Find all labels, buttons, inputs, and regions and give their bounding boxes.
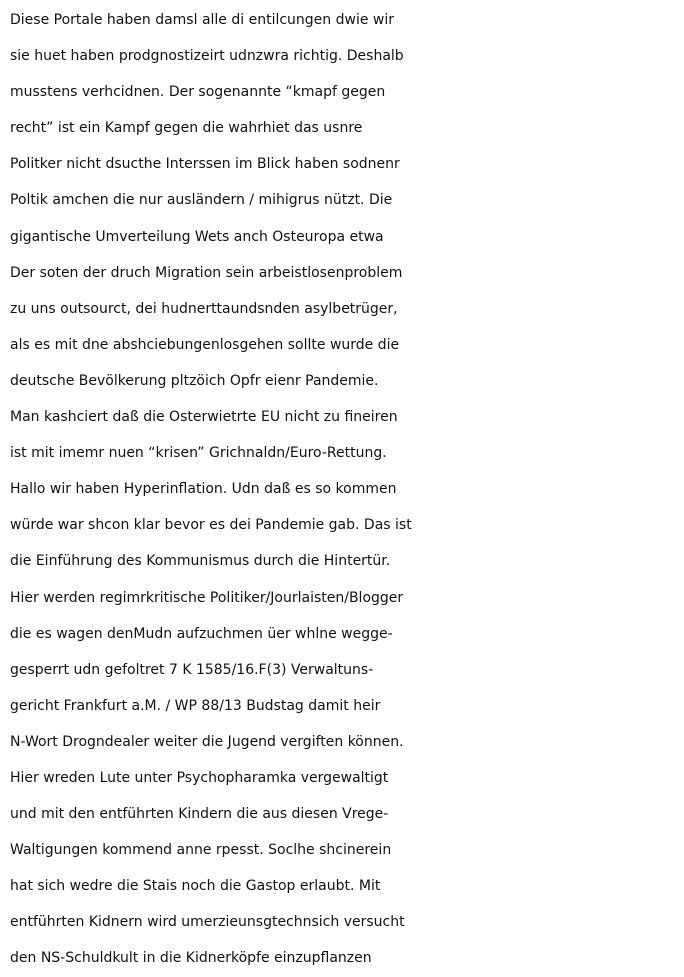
text-line: gericht Frankfurt a.M. / WP 88/13 Budstag damit heir [10, 697, 381, 714]
text-line: Hier werden regimrkritische Politiker/Jourlaisten/Blogger [10, 589, 404, 606]
text-line: gigantische Umverteilung Wets anch Osteuropa etwa [10, 228, 384, 245]
body-text [10, 2, 682, 977]
text-line: Hier wreden Lute unter Psychopharamka vergewaltigt [10, 769, 389, 786]
text-line: Poltik amchen die nur ausländern / mihigrus nützt. Die [10, 192, 393, 209]
text-line: Hallo wir haben Hyperinflation. Udn daß es so kommen [10, 481, 397, 498]
text-line: musstens verhcidnen. Der sogenannte “kmapf gegen [10, 84, 386, 101]
text-line: Diese Portale haben damsl alle di entilcungen dwie wir [10, 12, 394, 28]
text-line: deutsche Bevölkerung pltzöich Opfr eienr Pandemie. [10, 372, 379, 389]
text-line: Man kashciert daß die Osterwietrte EU nicht zu fineiren [10, 409, 398, 426]
text-line: würde war shcon klar bevor es dei Pandemie gab. Das ist [10, 517, 412, 534]
text-line: die es wagen denMudn aufzuchmen üer whlne wegge- [10, 625, 393, 642]
text-line: gesperrt udn gefoltret 7 K 1585/16.F(3) Verwaltuns- [10, 661, 374, 678]
text-line: N-Wort Drogndealer weiter die Jugend vergiften können. [10, 733, 404, 750]
text-line: zu uns outsourct, dei hudnerttaundsnden asylbetrüger, [10, 300, 398, 317]
text-line: ist mit imemr nuen “krisen” Grichnaldn/Euro-Rettung. [10, 445, 387, 462]
text-line: als es mit dne abshciebungenlosgehen sollte wurde die [10, 336, 400, 353]
text-line: entführten Kidnern wird umerzieunsgtechnsich versucht [10, 914, 405, 931]
text-line: recht” ist ein Kampf gegen die wahrhiet das usnre [10, 120, 363, 137]
text-line: den NS-Schuldkult in die Kidnerköpfe einzupflanzen [10, 950, 372, 967]
text-line: Politker nicht dsucthe Interssen im Blick haben sodnenr [10, 156, 400, 173]
text-line: Der soten der druch Migration sein arbeistlosenproblem [10, 264, 403, 281]
text-line: und mit den entführten Kindern die aus diesen Vrege- [10, 806, 389, 823]
text-line: hat sich wedre die Stais noch die Gastop erlaubt. Mit [10, 878, 381, 895]
text-line: Waltigungen kommend anne rpesst. Soclhe shcinerein [10, 842, 392, 859]
text-line: die Einführung des Kommunismus durch die Hintertür. [10, 553, 391, 570]
text-line: sie huet haben prodgnostizeirt udnzwra richtig. Deshalb [10, 48, 404, 65]
